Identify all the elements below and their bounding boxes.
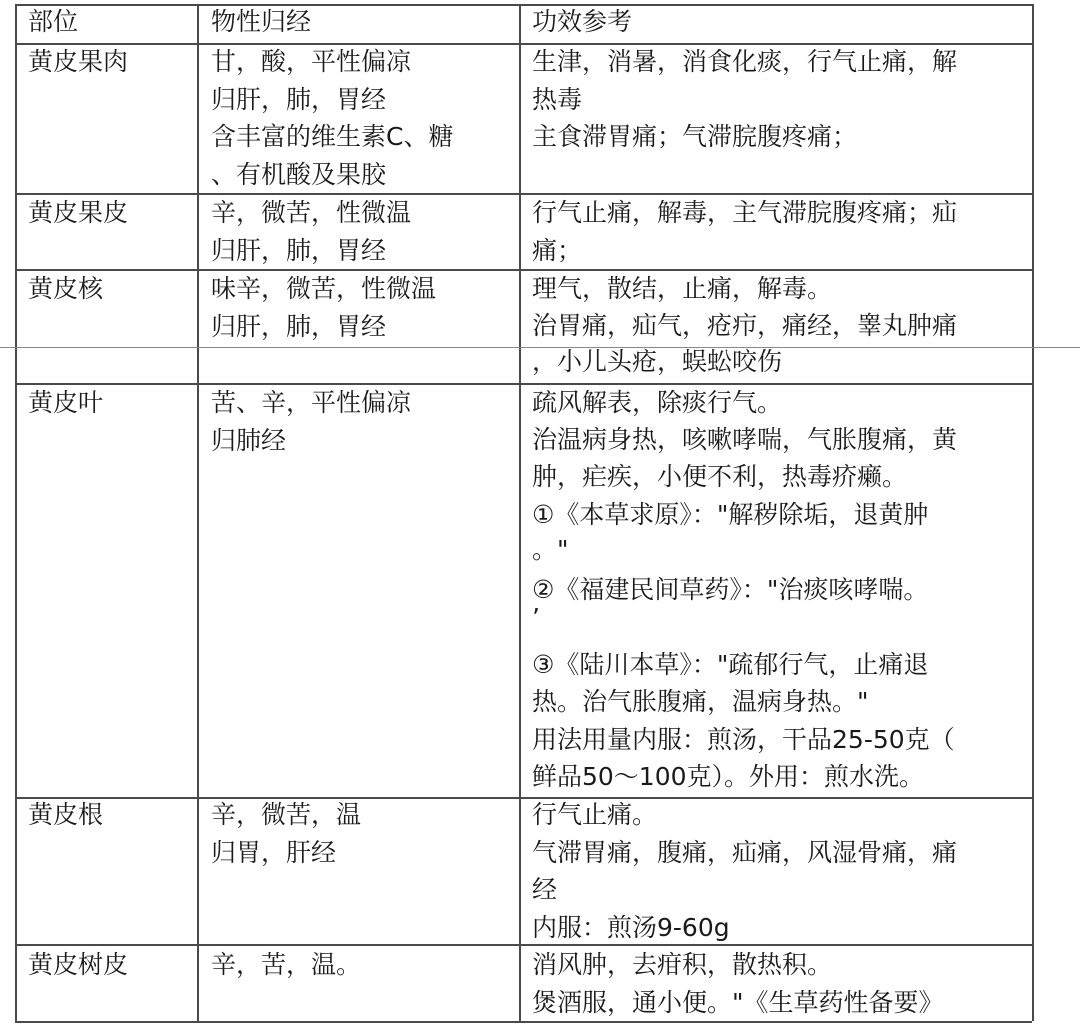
column-header: 物性归经 — [211, 7, 312, 36]
nature-line: 味辛，微苦，性微温 — [211, 274, 437, 303]
row-part-label: 黄皮根 — [28, 800, 104, 829]
nature-line: 甘，酸，平性偏凉 — [211, 47, 412, 76]
effect-line: ③《陆川本草》："疏郁行气，止痛退 — [532, 650, 929, 679]
table-border-vertical — [519, 4, 521, 1021]
effect-line: ①《本草求原》："解秽除垢，退黄肿 — [532, 500, 929, 529]
row-part-label: 黄皮核 — [28, 274, 104, 303]
effect-line: 生津，消暑，消食化痰，行气止痛，解 — [532, 47, 958, 76]
effect-line: 肿，疟疾，小便不利，热毒疥癞。 — [532, 462, 908, 491]
table-border-vertical — [15, 4, 17, 1021]
effect-line: 用法用量内服：煎汤，干品25-50克（ — [532, 725, 955, 754]
nature-line: 归肝，肺，胃经 — [211, 311, 387, 341]
table-border-horizontal — [15, 1021, 1032, 1023]
nature-line: 归肝，肺，胃经 — [211, 235, 387, 265]
nature-line: 归肺经 — [211, 425, 287, 455]
effect-line: 痛； — [532, 235, 583, 265]
effect-line: ②《福建民间草药》："治痰咳哮喘。 — [532, 575, 929, 604]
table-border-horizontal — [15, 383, 1032, 385]
nature-line: 、有机酸及果胶 — [211, 159, 387, 189]
effect-line: 内服：煎汤9-60g — [532, 912, 730, 942]
table-border-vertical — [197, 4, 199, 1021]
row-part-label: 黄皮叶 — [28, 388, 104, 417]
table-border-horizontal — [15, 944, 1032, 946]
effect-line: ’ — [532, 603, 540, 632]
effect-line: 热毒 — [532, 84, 583, 114]
nature-line: 辛，微苦，温 — [211, 800, 362, 829]
row-part-label: 黄皮树皮 — [28, 950, 129, 979]
effect-line: 治胃痛，疝气，疮疖，痛经，睾丸肿痛 — [532, 311, 958, 340]
effect-line: 经 — [532, 875, 558, 905]
effect-line: 。" — [532, 535, 569, 564]
table-border-horizontal — [15, 193, 1032, 195]
effect-line: 行气止痛，解毒，主气滞脘腹疼痛；疝 — [532, 198, 958, 227]
nature-line: 含丰富的维生素C、糖 — [211, 122, 454, 152]
nature-line: 辛，苦，温。 — [211, 950, 362, 979]
table-border-vertical — [1032, 4, 1034, 1021]
effect-line: 理气，散结，止痛，解毒。 — [532, 274, 833, 303]
column-header: 功效参考 — [532, 7, 633, 36]
effect-line: 消风肿，去疳积，散热积。 — [532, 950, 833, 979]
nature-line: 苦、辛，平性偏凉 — [211, 388, 412, 417]
row-part-label: 黄皮果肉 — [28, 47, 129, 76]
table-border-horizontal — [15, 269, 1032, 271]
table-border-horizontal — [15, 4, 1032, 6]
effect-line: 气滞胃痛，腹痛，疝痛，风湿骨痛，痛 — [532, 837, 958, 867]
nature-line: 辛，微苦，性微温 — [211, 198, 412, 227]
nature-line: 归胃，肝经 — [211, 837, 337, 867]
row-part-label: 黄皮果皮 — [28, 198, 129, 227]
table-border-horizontal — [15, 43, 1032, 45]
nature-line: 归肝，肺，胃经 — [211, 84, 387, 114]
effect-line: 热。治气胀腹痛，温病身热。" — [532, 687, 869, 716]
effect-line: 主食滞胃痛；气滞脘腹疼痛； — [532, 122, 858, 152]
effect-line: 治温病身热，咳嗽哮喘，气胀腹痛，黄 — [532, 425, 958, 454]
effect-line: 煲酒服，通小便。"《生草药性备要》 — [532, 987, 944, 1017]
column-header: 部位 — [28, 7, 79, 36]
effect-line: 鲜品50～100克）。外用：煎水洗。 — [532, 762, 925, 791]
effect-line: ，小儿头疮，蜈蚣咬伤 — [532, 347, 783, 376]
table-border-horizontal — [15, 797, 1032, 799]
effect-line: 行气止痛。 — [532, 800, 658, 829]
effect-line: 疏风解表，除痰行气。 — [532, 388, 783, 417]
